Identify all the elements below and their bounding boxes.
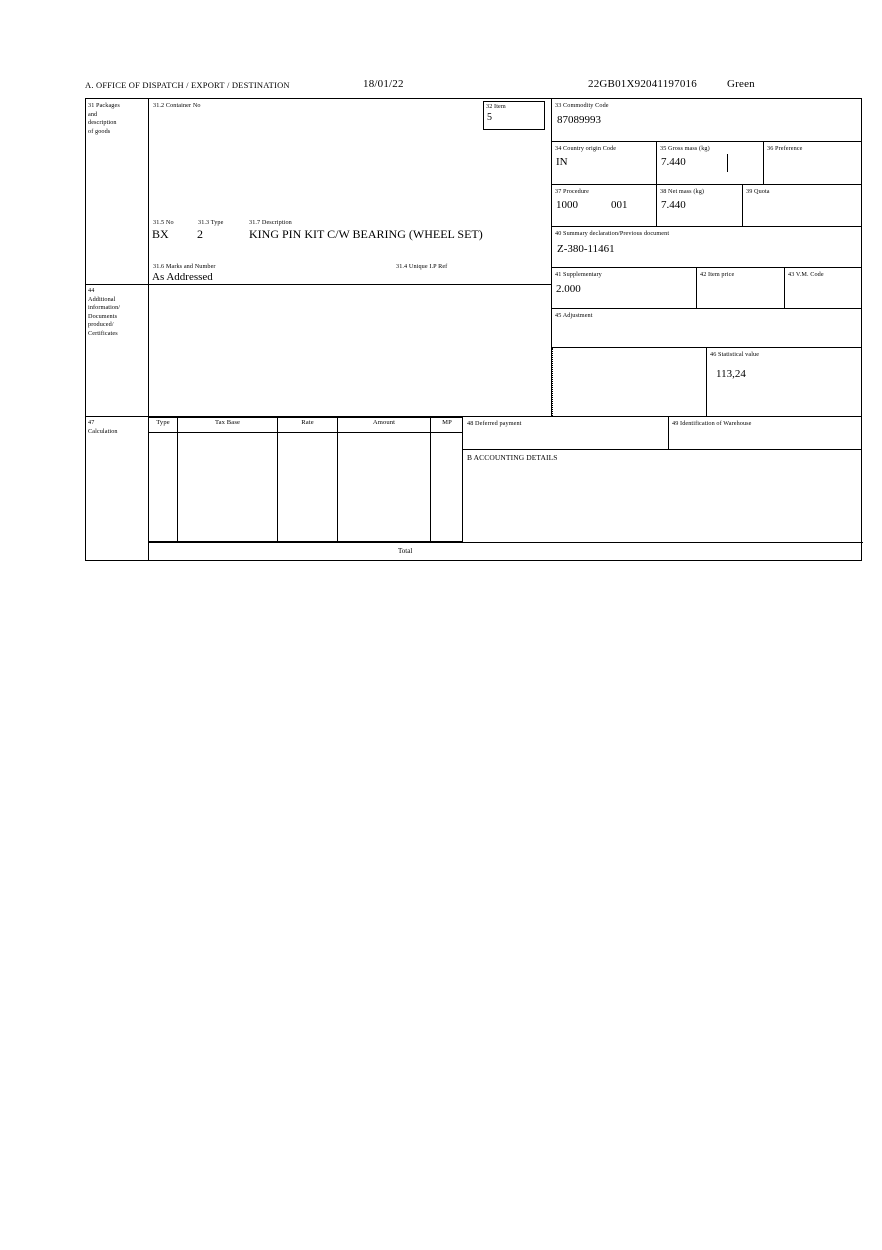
col-divider-rate	[337, 418, 338, 542]
box35-label: 35 Gross mass (kg)	[660, 145, 710, 152]
box40-previous-document	[552, 227, 862, 268]
col-header-type: Type	[156, 419, 170, 426]
box42-label: 42 Item price	[700, 271, 735, 278]
movement-reference-number: 22GB01X92041197016	[588, 78, 697, 90]
box41-42-43-row	[552, 268, 862, 309]
box40-value: Z-380-11461	[557, 243, 615, 255]
box32-item	[483, 101, 545, 130]
box38-value: 7.440	[661, 199, 686, 211]
header-row	[85, 80, 863, 94]
col-header-mp: MP	[442, 419, 452, 426]
box41-label: 41 Supplementary	[555, 271, 602, 278]
box35-inner-tick	[727, 154, 728, 172]
box37-38-divider	[656, 185, 657, 227]
box49-label: 49 Identification of Warehouse	[672, 420, 752, 427]
declaration-date: 18/01/22	[363, 78, 404, 90]
routing-lane: Green	[727, 78, 755, 90]
unique-ip-ref-label: 31.4 Unique I.P Ref	[396, 263, 448, 270]
box37-value: 1000	[556, 199, 578, 211]
box31-label: 31 Packages and description of goods	[88, 102, 120, 135]
declaration-frame	[85, 98, 862, 561]
box35-36-divider	[763, 142, 764, 185]
box45-adjustment	[552, 309, 862, 348]
col-divider-taxbase	[277, 418, 278, 542]
marks-and-number-label: 31.6 Marks and Number	[153, 263, 216, 270]
box42-43-divider	[784, 268, 785, 309]
box48-label: 48 Deferred payment	[467, 420, 522, 427]
box37-value2: 001	[611, 199, 628, 211]
packages-type-label: 31.3 Type	[198, 219, 224, 226]
box46-statistical-value	[706, 348, 862, 416]
col-header-tax-base: Tax Base	[214, 419, 241, 426]
box41-42-divider	[696, 268, 697, 309]
packages-no-label: 31.5 No	[153, 219, 174, 226]
marks-and-number-value: As Addressed	[152, 271, 213, 283]
box45-value	[552, 320, 862, 324]
boxB-value	[463, 462, 862, 466]
col-header-amount: Amount	[372, 419, 396, 426]
box33-value: 87089993	[557, 114, 601, 126]
box48-49-row	[463, 417, 862, 450]
box47-calculation-table	[148, 417, 463, 542]
box32-value: 5	[487, 112, 492, 123]
col-header-rate: Rate	[301, 419, 314, 426]
box45-label: 45 Adjustment	[555, 312, 593, 319]
box36-label: 36 Preference	[767, 145, 803, 152]
box47-label: 47 Calculation	[88, 419, 118, 435]
goods-description-value: KING PIN KIT C/W BEARING (WHEEL SET)	[249, 227, 483, 241]
box34-35-divider	[656, 142, 657, 185]
boxB-accounting-details	[463, 450, 862, 542]
packages-no-value: BX	[152, 227, 169, 241]
box41-value: 2.000	[556, 283, 581, 295]
box46-label: 46 Statistical value	[710, 351, 760, 358]
total-label: Total	[398, 547, 413, 555]
box48-49-divider	[668, 417, 669, 450]
box33-label: 33 Commodity Code	[555, 102, 609, 109]
container-no-label: 31.2 Container No	[153, 102, 201, 109]
calculation-total-row	[148, 542, 863, 561]
box34-35-36-row	[552, 142, 862, 185]
box33-commodity-code	[552, 99, 862, 142]
box39-label: 39 Quota	[746, 188, 770, 195]
box34-label: 34 Country origin Code	[555, 145, 617, 152]
boxB-label: B ACCOUNTING DETAILS	[467, 453, 558, 462]
box43-label: 43 V.M. Code	[788, 271, 824, 278]
goods-description-label: 31.7 Description	[249, 219, 292, 226]
box37-label: 37 Procedure	[555, 188, 590, 195]
box32-label: 32 Item	[486, 103, 506, 110]
col-header-rule	[149, 432, 463, 433]
col-divider-type	[177, 418, 178, 542]
office-of-dispatch-label: A. OFFICE OF DISPATCH / EXPORT / DESTINATION	[85, 80, 290, 90]
box37-38-39-row	[552, 185, 862, 227]
box38-39-divider	[742, 185, 743, 227]
box40-label: 40 Summary declaration/Previous document	[555, 230, 670, 237]
box31-bottom-divider	[86, 284, 551, 285]
box46-value: 113,24	[716, 368, 746, 380]
box35-value: 7.440	[661, 156, 686, 168]
col-divider-amount	[430, 418, 431, 542]
packages-type-value: 2	[197, 227, 203, 241]
box38-label: 38 Net mass (kg)	[660, 188, 705, 195]
box45-46-dotted-divider	[552, 348, 553, 416]
box34-value: IN	[556, 156, 568, 168]
box44-label: 44 Additional information/ Documents produced/ Certificates	[88, 287, 121, 337]
